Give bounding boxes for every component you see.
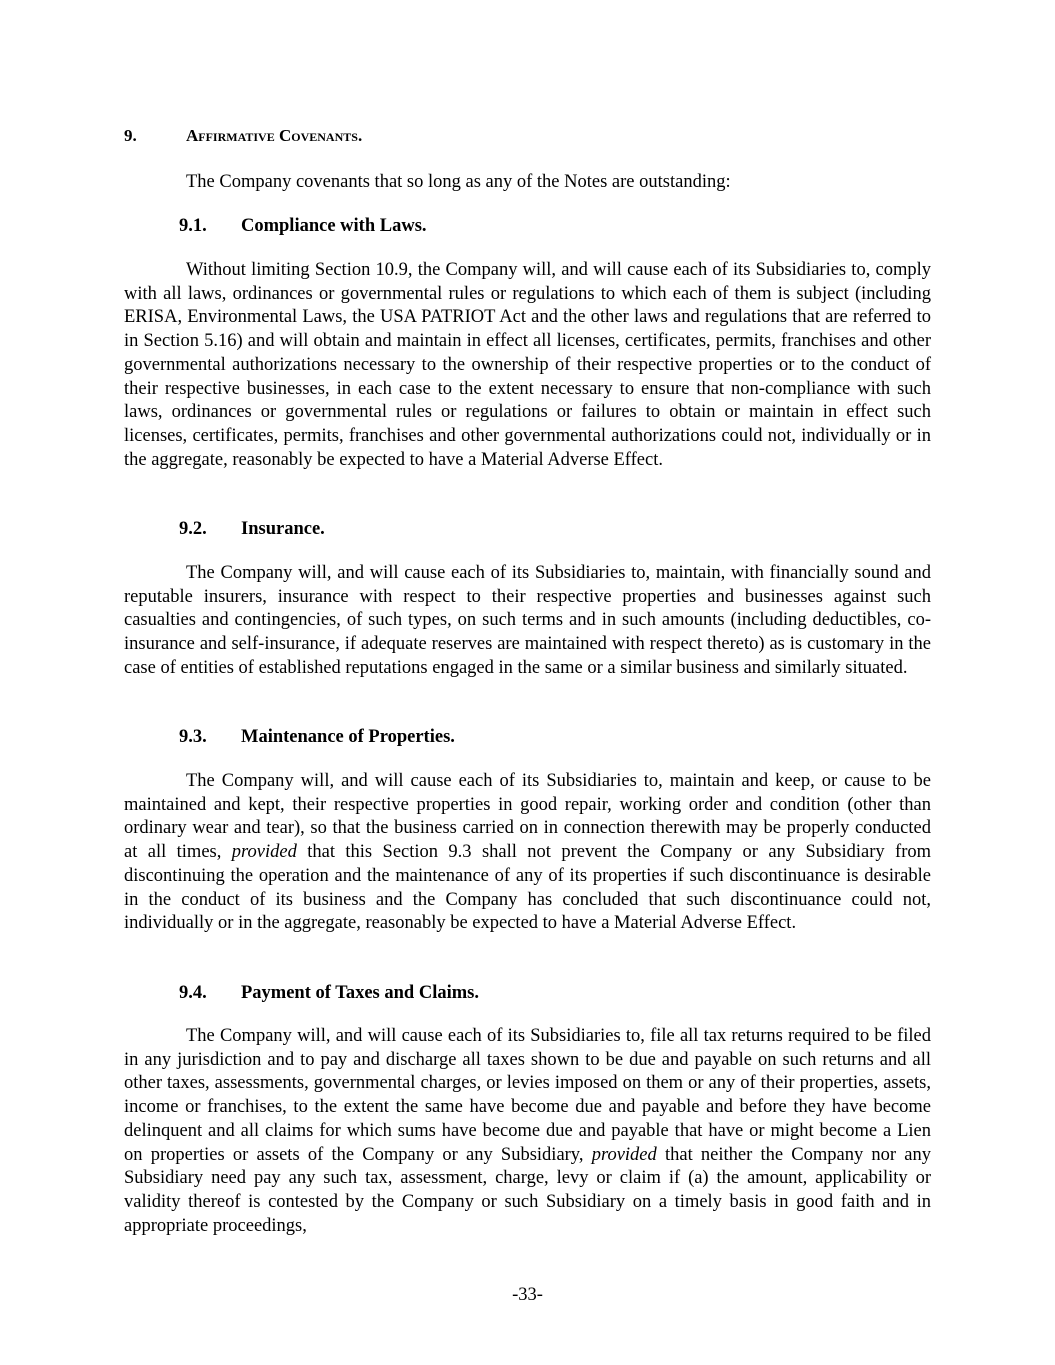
article-heading (124, 126, 362, 146)
section-title: Maintenance of Properties. (241, 727, 455, 747)
article-title-suffix: . (357, 126, 363, 145)
body-text: that neither the Company nor any Subsidiary need pay any such tax, assessment, charge, levy or claim if (a) the amount, applicability or validity thereof is contested by the Company or such Subsidiary on a timely basis in good faith and in appropriate proceedings, (124, 1144, 931, 1236)
page-number: -33- (512, 1285, 543, 1305)
section-heading-9-4 (179, 981, 479, 1005)
article-number: 9. (124, 126, 137, 145)
section-title: Payment of Taxes and Claims. (241, 983, 479, 1003)
section-number: 9.2. (179, 519, 207, 539)
body-text-italic: provided (231, 842, 297, 863)
section-heading-9-1 (179, 214, 427, 238)
body-text-italic: provided (591, 1144, 657, 1165)
section-body-9-3 (124, 770, 931, 936)
article-title: Affirmative Covenants (186, 126, 358, 145)
section-body-9-2: The Company will, and will cause each of its Subsidiaries to, maintain, with financially sound and reputable insurers, insurance with respect to their respective properties and businesses against such casualties and contingencies, of such types, on such terms and in such amounts (including deductibles, co-insurance and self-insurance, if adequate reserves are maintained with respect thereto) as is customary in the case of entities of established reputations engaged in the same or a similar business and similarly situated. (124, 563, 931, 678)
section-title: Compliance with Laws. (241, 216, 427, 236)
section-heading-9-3 (179, 725, 455, 749)
body-text: The Company will, and will cause each of its Subsidiaries to, file all tax returns required to be filed in any jurisdiction and to pay and discharge all taxes shown to be due and payable on such returns and all other taxes, assessments, governmental charges, or levies imposed on them or any of their properties, assets, income or franchises, to the extent the same have become due and payable and before they have become delinquent and all claims for which sums have become due and payable that have or might become a Lien on properties or assets of the Company or any Subsidiary, (124, 1026, 931, 1165)
section-body-9-4 (124, 1025, 931, 1238)
section-heading-9-2 (179, 517, 325, 541)
intro-paragraph: The Company covenants that so long as any of the Notes are outstanding: (186, 172, 731, 192)
section-body-9-1: Without limiting Section 10.9, the Company will, and will cause each of its Subsidiaries to, comply with all laws, ordinances or governmental rules or regulations to which each of them is subject (including ERISA, Environmental Laws, the USA PATRIOT Act and the other laws and regulations that are referred to in Section 5.16) and will obtain and maintain in effect all licenses, certificates, permits, franchises and other governmental authorizations necessary to the ownership of their respective properties or to the conduct of their respective businesses, in each case to the extent necessary to ensure that non-compliance with such laws, ordinances or governmental rules or regulations or failures to obtain or maintain in effect such licenses, certificates, permits, franchises and other governmental authorizations could not, individually or in the aggregate, reasonably be expected to have a Material Adverse Effect. (124, 260, 931, 470)
section-number: 9.4. (179, 983, 207, 1003)
body-text: The Company will, and will cause each of its Subsidiaries to, maintain and keep, or cause to be maintained and kept, their respective properties in good repair, working order and condition (other than ordinary wear and tear), so that the business carried on in connection therewith may be properly conducted at all times, (124, 771, 931, 863)
section-title: Insurance. (241, 519, 325, 539)
section-number: 9.3. (179, 727, 207, 747)
body-text: that this Section 9.3 shall not prevent the Company or any Subsidiary from discontinuing the operation and the maintenance of any of its properties if such discontinuance is desirable in the conduct of its business and the Company has concluded that such discontinuance could not, individually or in the aggregate, reasonably be expected to have a Material Adverse Effect. (124, 842, 931, 934)
section-number: 9.1. (179, 216, 207, 236)
document-page (124, 0, 931, 1365)
